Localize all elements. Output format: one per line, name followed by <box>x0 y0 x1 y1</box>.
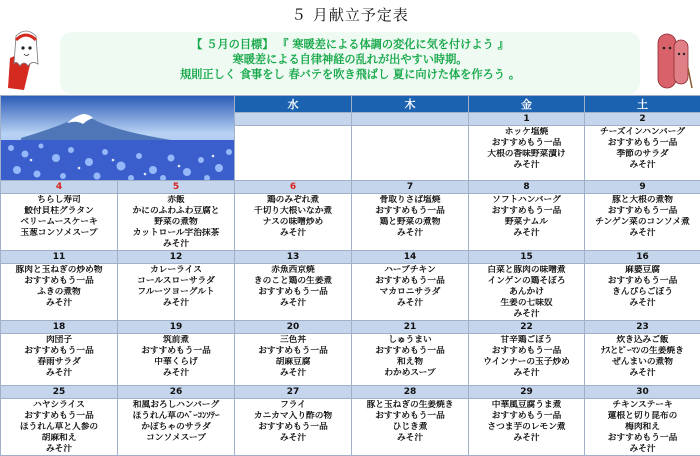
date-cell: 28 <box>352 386 469 399</box>
menu-cell <box>469 399 585 456</box>
menu-item: 麻婆豆腐 <box>625 265 660 275</box>
menu-cell <box>118 334 235 386</box>
menu-item: フルーツヨーグルト <box>137 287 215 297</box>
menu-item: みそ汁 <box>162 298 190 308</box>
weekday-fri: 金 <box>469 96 585 113</box>
menu-item: 生姜の七味奴 <box>500 298 553 308</box>
week-2-menu-row <box>1 194 700 251</box>
menu-item: 赤飯 <box>167 195 185 205</box>
menu-item: ベリームースケーキ <box>20 217 98 227</box>
menu-item: インゲンの鶏そぼろ <box>487 276 566 286</box>
menu-item: わかめスープ <box>384 368 436 378</box>
date-cell: 30 <box>585 386 700 399</box>
menu-item: おすすめもう一品 <box>607 276 678 286</box>
goal-line-3: 規則正しく 食事をし 春バテを吹き飛ばし 夏に向けた体を作ろう 。 <box>179 68 521 81</box>
menu-item: 鶏と野菜の煮物 <box>379 217 441 227</box>
date-cell: 15 <box>469 251 585 264</box>
menu-item: おすすめもう一品 <box>258 346 328 356</box>
week-2-date-row <box>1 181 700 194</box>
menu-cell <box>469 334 585 386</box>
page-title: ５ 月献立予定表 <box>291 6 409 24</box>
sausage-mascot-icon <box>650 28 694 94</box>
menu-item: 春雨サラダ <box>37 357 81 367</box>
menu-cell <box>235 194 352 251</box>
menu-calendar <box>0 95 700 456</box>
date-cell: 13 <box>235 251 352 264</box>
menu-item: おすすめもう一品 <box>375 346 445 356</box>
menu-item: おすすめもう一品 <box>24 346 94 356</box>
date-cell: 22 <box>469 321 585 334</box>
menu-item: 胡麻和え <box>41 433 77 443</box>
menu-item: コンソメスープ <box>146 433 206 443</box>
menu-item: 野菜ナムル <box>504 217 548 227</box>
menu-cell <box>585 264 700 321</box>
menu-item: ちらし寿司 <box>37 195 81 205</box>
menu-item: チンゲン菜のコンソメ煮 <box>595 217 690 227</box>
menu-item: みそ汁 <box>279 368 307 378</box>
menu-item: みそ汁 <box>279 228 307 238</box>
menu-item: かぼちゃのサラダ <box>141 422 211 432</box>
menu-item: 肉団子 <box>45 335 73 345</box>
menu-item: きのこと鶏の生姜煮 <box>253 276 333 286</box>
date-cell: 8 <box>469 181 585 194</box>
menu-item: みそ汁 <box>629 228 656 238</box>
menu-item: ウインナーの玉子炒め <box>483 357 570 367</box>
menu-item: 季節のサラダ <box>616 149 669 159</box>
menu-item: 鮫付貝柱グラタン <box>24 206 94 216</box>
menu-item: おすすめもう一品 <box>141 346 211 356</box>
menu-item: みそ汁 <box>396 298 424 308</box>
menu-item: 甘辛鶏ごぼう <box>500 335 553 345</box>
menu-item: ふきの煮物 <box>37 287 81 297</box>
menu-cell <box>585 334 700 386</box>
menu-item: 赤魚西京焼 <box>271 265 315 275</box>
date-cell: 25 <box>1 386 118 399</box>
menu-cell <box>585 399 700 456</box>
menu-item: 和風おろしハンバーグ <box>132 400 220 410</box>
menu-cell <box>1 334 118 386</box>
menu-item: 三色丼 <box>279 335 307 345</box>
menu-item: みそ汁 <box>629 298 656 308</box>
menu-cell <box>235 399 352 456</box>
menu-item: おすすめもう一品 <box>491 411 562 421</box>
menu-item: 千切り大根いなか煮 <box>253 206 333 216</box>
menu-item: マカロニサラダ <box>379 287 441 297</box>
menu-item: きんぴらごぼう <box>612 287 673 297</box>
week-3-date-row <box>1 251 700 264</box>
menu-item: みそ汁 <box>513 309 540 319</box>
menu-item: みそ汁 <box>513 228 540 238</box>
menu-cell <box>585 126 700 181</box>
date-cell: 9 <box>585 181 700 194</box>
menu-item: 炊き込みご飯 <box>616 335 669 345</box>
menu-item: 中華くらげ <box>154 357 198 367</box>
menu-item: 大根の香味野菜漬け <box>487 149 566 159</box>
date-cell <box>352 113 469 126</box>
menu-item: みそ汁 <box>513 433 540 443</box>
menu-item: おすすめもう一品 <box>258 422 328 432</box>
date-cell: 5 <box>118 181 235 194</box>
menu-item: おすすめもう一品 <box>607 206 678 216</box>
week-5-menu-row <box>1 399 700 456</box>
menu-item: ホッケ塩焼 <box>504 127 549 137</box>
menu-cell <box>1 194 118 251</box>
menu-item: 豚と玉ねぎの生姜焼き <box>366 400 454 410</box>
menu-item: チーズインハンバーグ <box>599 127 686 137</box>
menu-cell-empty <box>352 126 469 181</box>
menu-item: おすすめもう一品 <box>491 138 562 148</box>
menu-item: チキンステーキ <box>612 400 673 410</box>
menu-item: みそ汁 <box>513 160 540 170</box>
weekday-sat: 土 <box>585 96 700 113</box>
menu-item: みそ汁 <box>162 368 190 378</box>
menu-item: ほうれん草のﾍﾞｰｺﾝｿﾃｰ <box>132 411 220 421</box>
weekday-thu: 木 <box>352 96 469 113</box>
menu-item: おすすめもう一品 <box>24 411 94 421</box>
menu-item: おすすめもう一品 <box>607 433 678 443</box>
menu-cell <box>469 194 585 251</box>
menu-item: みそ汁 <box>279 298 307 308</box>
weekday-wed: 水 <box>235 96 352 113</box>
date-cell: 11 <box>1 251 118 264</box>
goal-line-2: 寒暖差による自律神経の乱れが出やすい時期。 <box>232 53 468 66</box>
menu-item: おすすめもう一品 <box>607 138 678 148</box>
menu-item: 中華風豆腐うま煮 <box>491 400 562 410</box>
menu-item: みそ汁 <box>45 444 73 454</box>
week-5-date-row <box>1 386 700 399</box>
week-4-date-row <box>1 321 700 334</box>
menu-item: 蓮根と切り昆布の <box>607 411 678 421</box>
menu-cell <box>352 334 469 386</box>
date-cell: 14 <box>352 251 469 264</box>
date-cell: 7 <box>352 181 469 194</box>
date-cell <box>235 113 352 126</box>
date-cell: 29 <box>469 386 585 399</box>
menu-item: みそ汁 <box>279 433 307 443</box>
menu-item: みそ汁 <box>629 160 656 170</box>
menu-cell <box>235 264 352 321</box>
menu-cell <box>235 334 352 386</box>
menu-item: ナスの味噌炒め <box>262 217 324 227</box>
menu-item: かにのふわふわ豆腐と <box>132 206 220 216</box>
menu-item: さつま芋のレモン煮 <box>487 422 566 432</box>
menu-item: ハーブチキン <box>384 265 436 275</box>
menu-item: みそ汁 <box>396 228 424 238</box>
menu-item: カレーライス <box>150 265 202 275</box>
menu-item: ぜんまいの煮物 <box>612 357 673 367</box>
menu-item: おすすめもう一品 <box>375 206 445 216</box>
menu-item: あんかけ <box>509 287 544 297</box>
weekday-header-row <box>1 96 700 113</box>
menu-item: ひじき煮 <box>392 422 428 432</box>
menu-item: フライ <box>280 400 306 410</box>
menu-cell <box>118 399 235 456</box>
menu-item: 豚と大根の煮物 <box>612 195 673 205</box>
date-cell: 23 <box>585 321 700 334</box>
menu-item: ソフトハンバーグ <box>492 195 561 205</box>
menu-cell <box>352 194 469 251</box>
menu-item: おすすめもう一品 <box>375 411 445 421</box>
menu-cell <box>1 399 118 456</box>
menu-item: みそ汁 <box>45 298 73 308</box>
menu-item: みそ汁 <box>162 239 190 249</box>
menu-cell <box>1 264 118 321</box>
menu-item: しゅうまい <box>388 335 432 345</box>
menu-item: カニカマ入り酢の物 <box>253 411 333 421</box>
menu-item: 白菜と豚肉の味噌煮 <box>487 265 566 275</box>
date-cell: 4 <box>1 181 118 194</box>
menu-cell <box>118 194 235 251</box>
menu-item: おすすめもう一品 <box>24 276 94 286</box>
menu-item: みそ汁 <box>396 433 424 443</box>
date-cell: 19 <box>118 321 235 334</box>
menu-item: 和え物 <box>396 357 424 367</box>
menu-item: おすすめもう一品 <box>258 287 328 297</box>
ghost-mascot-icon <box>4 28 48 94</box>
menu-item: 鶏のみぞれ煮 <box>266 195 320 205</box>
menu-item: みそ汁 <box>629 444 656 454</box>
menu-item: 胡麻豆腐 <box>275 357 311 367</box>
menu-item: 豚肉と玉ねぎの炒め物 <box>15 265 103 275</box>
date-cell: 20 <box>235 321 352 334</box>
menu-item: ﾅｽとﾋﾟｰﾏﾝの生姜焼き <box>601 346 684 356</box>
menu-item: 骨取りさば塩焼 <box>379 195 441 205</box>
menu-cell <box>469 264 585 321</box>
menu-item: コールスローサラダ <box>137 276 215 286</box>
menu-item: みそ汁 <box>45 368 73 378</box>
menu-item: カットロール宇治抹茶 <box>132 228 220 238</box>
date-cell: 2 <box>585 113 700 126</box>
menu-item: みそ汁 <box>629 368 656 378</box>
menu-cell-empty <box>235 126 352 181</box>
date-cell: 18 <box>1 321 118 334</box>
date-cell: 6 <box>235 181 352 194</box>
menu-cell <box>469 126 585 181</box>
menu-item: 野菜の煮物 <box>154 217 198 227</box>
week-4-menu-row <box>1 334 700 386</box>
goal-line-1: 【 ５月の目標】 『 寒暖差による体調の変化に気を付けよう 』 <box>191 38 509 51</box>
menu-item: 梅肉和え <box>625 422 660 432</box>
date-cell: 27 <box>235 386 352 399</box>
mountain-flower-photo <box>1 96 235 181</box>
date-cell: 26 <box>118 386 235 399</box>
menu-item: 筑前煮 <box>162 335 190 345</box>
week-3-menu-row <box>1 264 700 321</box>
date-cell: 1 <box>469 113 585 126</box>
date-cell: 21 <box>352 321 469 334</box>
menu-item: おすすめもう一品 <box>491 206 562 216</box>
menu-item: ハヤシライス <box>33 400 85 410</box>
menu-item: 玉葱コンソメスープ <box>20 228 98 238</box>
date-cell: 16 <box>585 251 700 264</box>
menu-item: おすすめもう一品 <box>375 276 445 286</box>
menu-cell <box>352 264 469 321</box>
menu-cell <box>118 264 235 321</box>
menu-item: みそ汁 <box>513 368 540 378</box>
date-cell: 12 <box>118 251 235 264</box>
menu-item: ほうれん草と人参の <box>19 422 99 432</box>
menu-cell <box>585 194 700 251</box>
menu-item: おすすめもう一品 <box>491 346 562 356</box>
menu-cell <box>352 399 469 456</box>
